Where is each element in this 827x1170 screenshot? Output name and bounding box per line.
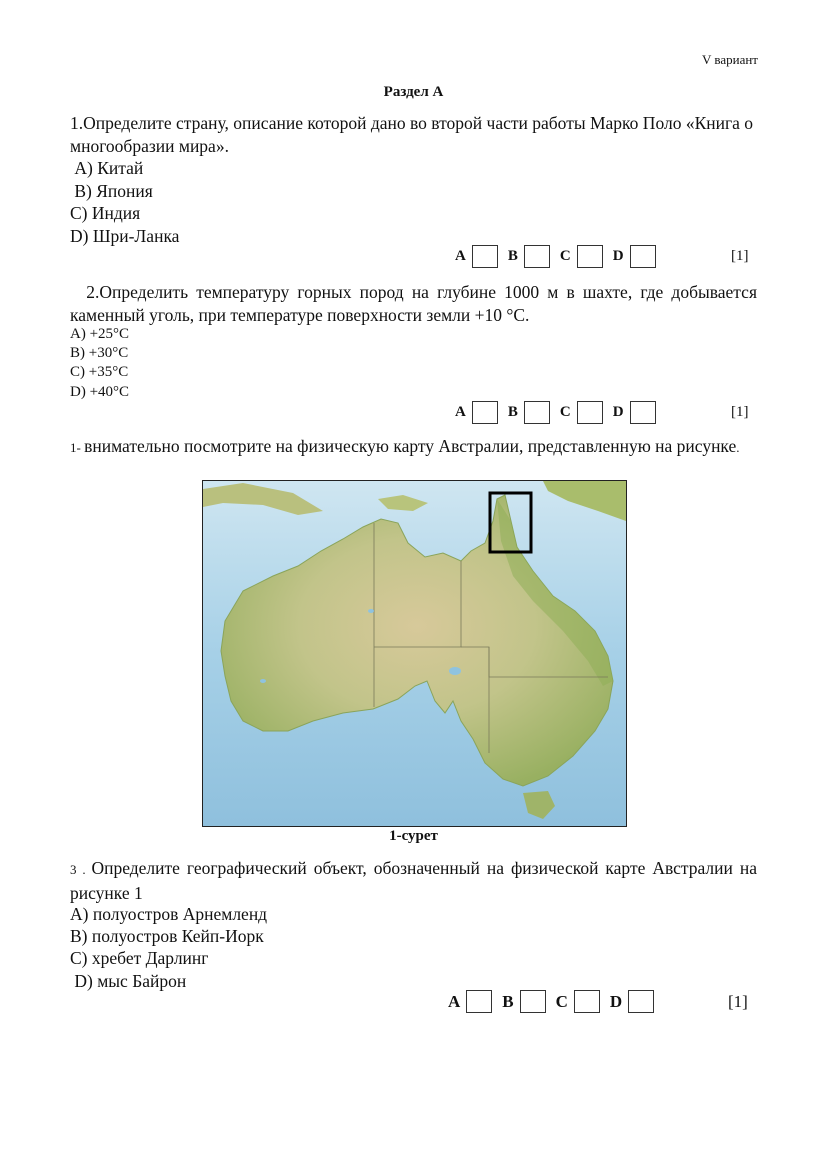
intro-number: 1- [70,440,85,455]
intro-text: внимательно посмотрите на физическую карту Австралии, представленную на рисунке [84,436,737,456]
australia-map [202,480,627,827]
answer-box-d[interactable] [630,245,656,268]
q3-text: Определите географический объект, обозначенный на физической карте Австралии на рисунке 1 [70,858,758,903]
variant-label: V вариант [701,52,758,67]
answer-box-b[interactable] [520,990,546,1013]
answer-label-c: C [559,248,571,264]
lake [368,609,374,613]
answer-label-b: B [507,404,518,420]
q3-number: 3 . [70,862,92,877]
answer-label-b: B [507,248,518,264]
q2-answer-row [455,401,666,424]
answer-label-a: A [448,991,461,1011]
answer-label-b: B [502,991,514,1011]
question-2-text: 2.Определить температуру горных пород на глубине 1000 м в шахте, где добывается каменный уголь, при температуре поверхности земли +10 °С. [70,282,762,325]
q3-score: [1] [728,992,748,1011]
q1-answer-row [455,245,666,268]
answer-box-a[interactable] [466,990,492,1013]
question-3 [70,857,757,904]
question-1-text: 1.Определите страну, описание которой дано во второй части работы Марко Поло «Книга о многообразии мира». [70,113,754,156]
answer-box-b[interactable] [524,245,550,268]
answer-box-c[interactable] [574,990,600,1013]
intro-dot: . [736,440,740,455]
answer-label-c: C [555,991,568,1011]
q3-option-a: А) полуостров Арнемленд [70,904,268,924]
answer-box-a[interactable] [472,245,498,268]
q2-score: [1] [731,404,749,420]
answer-label-d: D [612,404,624,420]
lake-eyre [449,667,461,675]
answer-label-a: A [455,248,466,264]
q2-option-c: С) +35°С [70,364,129,380]
q1-option-c: С) Индия [70,203,141,223]
map-intro [70,435,757,460]
figure-caption: 1-сурет [389,828,438,844]
answer-box-d[interactable] [628,990,654,1013]
lake [260,679,266,683]
q3-option-d: D) мыс Байрон [70,971,187,991]
q2-option-d: D) +40°С [70,384,130,400]
answer-label-a: A [455,404,466,420]
answer-label-c: C [559,404,571,420]
q1-option-b: В) Япония [70,181,153,201]
section-title: Раздел А [383,84,444,100]
answer-box-b[interactable] [524,401,550,424]
answer-label-d: D [609,991,623,1011]
answer-box-a[interactable] [472,401,498,424]
q3-option-c: С) хребет Дарлинг [70,948,209,968]
q3-answer-row [448,990,664,1013]
answer-box-c[interactable] [577,401,603,424]
answer-box-c[interactable] [577,245,603,268]
q1-option-a: А) Китай [70,158,144,178]
q2-option-a: А) +25°С [70,326,130,342]
q1-score: [1] [731,248,749,264]
q3-option-b: В) полуостров Кейп-Иорк [70,926,264,946]
answer-label-d: D [612,248,624,264]
q2-option-b: В) +30°С [70,345,129,361]
q1-option-d: D) Шри-Ланка [70,226,180,246]
australia-map-svg [203,481,626,826]
answer-box-d[interactable] [630,401,656,424]
